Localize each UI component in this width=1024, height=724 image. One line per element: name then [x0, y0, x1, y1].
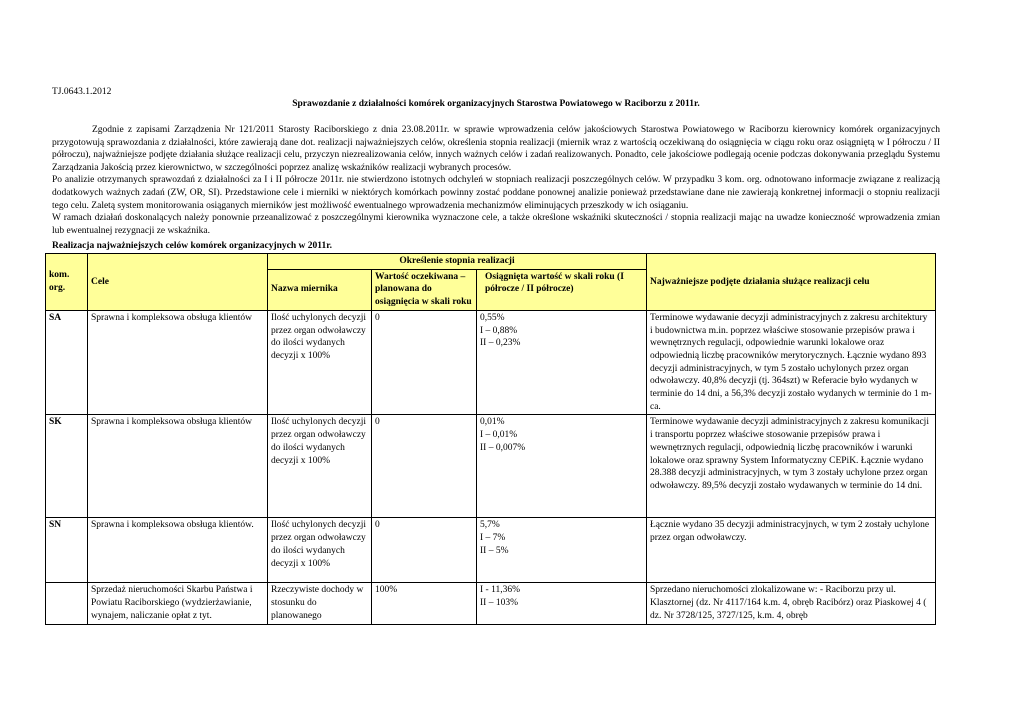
- osiagnieta-h1: I – 0,01%: [480, 430, 518, 441]
- header-cele: Cele: [88, 254, 268, 311]
- osiagnieta-h1: I – 7%: [480, 533, 506, 544]
- table-row: [46, 310, 936, 415]
- osiagnieta-total: 0,55%: [480, 312, 505, 323]
- miernik-cell: Ilość uchylonych decyzji przez organ odwoławczy do ilości wydanych decyzji x 100%: [268, 415, 372, 518]
- osiagnieta-h2: II – 5%: [480, 545, 509, 556]
- osiagnieta-h1: I – 0,88%: [480, 325, 518, 336]
- osiagnieta-cell: [477, 583, 647, 624]
- osiagnieta-cell: [477, 518, 647, 583]
- table-row: [46, 415, 936, 518]
- oczekiwana-cell: 0: [372, 518, 477, 583]
- osiagnieta-cell: [477, 415, 647, 518]
- header-miernik: Nazwa miernika: [268, 269, 372, 310]
- kom-org-cell: SK: [46, 415, 88, 518]
- dzialania-cell: Sprzedano nieruchomości zlokalizowane w: - Raciborzu przy ul. Klasztornej (dz. Nr 4117/164 k.m. 4, obręb Racibórz) oraz Piaskowej 4 ( dz. Nr 3728/125, 3727/125, k.m. 4, obręb: [647, 583, 936, 624]
- header-oczekiwana: Wartość oczekiwana – planowana do osiągnięcia w skali roku: [372, 269, 477, 310]
- kom-org-cell: [46, 583, 88, 624]
- dzialania-cell: Terminowe wydawanie decyzji administracyjnych z zakresu architektury i budownictwa m.in. poprzez właściwe stosowanie przepisów prawa i wewnętrznych regulacji, odpowiednie warunki lokalowe oraz odpowiednią liczbę pracowników merytorycznych. Łącznie wydano 893 decyzji administracyjnych, w tym 5 zostało uchylonych przez organ odwoławczy. 40,8% decyzji (tj. 364szt) w Referacie było wydanych w terminie do 14 dni, a 56,3% decyzji zostało wydanych w terminie do 1 m-ca.: [647, 310, 936, 415]
- cel-cell: Sprawna i kompleksowa obsługa klientów.: [88, 518, 268, 583]
- miernik-cell: Ilość uchylonych decyzji przez organ odwoławczy do ilości wydanych decyzji x 100%: [268, 518, 372, 583]
- oczekiwana-cell: 0: [372, 310, 477, 415]
- intro-text: [52, 124, 940, 237]
- cel-cell: Sprzedaż nieruchomości Skarbu Państwa i Powiatu Raciborskiego (wydzierżawianie, wynajem, naliczanie opłat z tyt.: [88, 583, 268, 624]
- intro-paragraph: W ramach działań doskonalących należy ponownie przeanalizować z poszczególnymi kierownika wyznaczone cele, a także określone wskaźniki skuteczności / stopnia realizacji mając na uwadze konieczność wprowadzenia zmian lub ewentualnej rezygnacji ze wskaźnika.: [52, 213, 940, 236]
- header-group: Określenie stopnia realizacji: [268, 254, 647, 270]
- goals-table: [45, 253, 936, 625]
- table-row: [46, 583, 936, 624]
- table-row: [46, 518, 936, 583]
- osiagnieta-cell: [477, 310, 647, 415]
- osiagnieta-h2: II – 103%: [480, 598, 518, 609]
- intro-paragraph: Po analizie otrzymanych sprawozdań z działalności za I i II półrocze 2011r. nie stwierdzono istotnych odchyleń w stopniach realizacji poszczególnych celów. W przypadku 3 kom. org. odnotowano informacje związane z realizacją dodatkowych ważnych zadań (ZW, OR, SI). Przedstawione cele i mierniki w niektórych komórkach powinny zostać poddane ponownej analizie ponieważ przedstawiane dane nie zawierają konkretnej informacji o stopniu realizacji tego celu. Zaletą system monitorowania osiąganych mierników jest możliwość ewentualnego wprowadzenia mechanizmów eliminujących przeszkody w ich osiąganiu.: [52, 175, 940, 211]
- cel-cell: Sprawna i kompleksowa obsługa klientów: [88, 310, 268, 415]
- oczekiwana-cell: 0: [372, 415, 477, 518]
- osiagnieta-h2: II – 0,007%: [480, 442, 526, 453]
- kom-org-cell: SN: [46, 518, 88, 583]
- document-title: Sprawozdanie z działalności komórek organizacyjnych Starostwa Powiatowego w Raciborzu z 2011r.: [292, 99, 700, 109]
- kom-org-cell: SA: [46, 310, 88, 415]
- miernik-cell: Ilość uchylonych decyzji przez organ odwoławczy do ilości wydanych decyzji x 100%: [268, 310, 372, 415]
- header-dzialania: Najważniejsze podjęte działania służące realizacji celu: [647, 254, 936, 311]
- dzialania-cell: Łącznie wydano 35 decyzji administracyjnych, w tym 2 zostały uchylone przez organ odwoławczy.: [647, 518, 936, 583]
- document-reference: TJ.0643.1.2012: [52, 87, 112, 97]
- dzialania-cell: Terminowe wydawanie decyzji administracyjnych z zakresu komunikacji i transportu poprzez właściwe stosowanie przepisów prawa i wewnętrznych regulacji, odpowiednią liczbę pracowników i warunki lokalowe oraz sprawny System Informatyczny CEPiK. Łącznie wydano 28.388 decyzji administracyjnych, w tym 3 zostały uchylone przez organ odwoławczy. 89,5% decyzji zostało wydawanych w terminie do 14 dni.: [647, 415, 936, 518]
- header-kom-org: kom. org.: [46, 254, 88, 311]
- osiagnieta-h2: II – 0,23%: [480, 338, 521, 349]
- header-osiagnieta: Osiągnięta wartość w skali roku (I półrocze / II półrocze): [477, 269, 647, 310]
- section-title: Realizacja najważniejszych celów komórek organizacyjnych w 2011r.: [52, 241, 332, 251]
- intro-paragraph: Zgodnie z zapisami Zarządzenia Nr 121/2011 Starosty Raciborskiego z dnia 23.08.2011r. w sprawie wprowadzenia celów jakościowych Starostwa Powiatowego w Raciborzu kierownicy komórek organizacyjnych przygotowują sprawozdania z działalności, które zawierają dane dot. realizacji najważniejszych celów, określenia stopnia realizacji (miernik wraz z wartością oczekiwaną do osiągnięcia w ciągu roku oraz osiągniętą w I półroczu / II półroczu), najważniejsze podjęte działania służące realizacji celu, przyczyn niezrealizowania celów, innych ważnych celów i zadań realizowanych. Ponadto, cele jakościowe podlegają ocenie podczas dokonywania przeglądu Systemu Zarządzania Jakością przez kierownictwo, w szczególności poprzez analizę wskaźników realizacji wybranych procesów.: [52, 125, 940, 173]
- osiagnieta-total: 0,01%: [480, 417, 505, 428]
- osiagnieta-h1: I - 11,36%: [480, 585, 521, 596]
- cel-cell: Sprawna i kompleksowa obsługa klientów: [88, 415, 268, 518]
- miernik-cell: Rzeczywiste dochody w stosunku do planowanego: [268, 583, 372, 624]
- oczekiwana-cell: 100%: [372, 583, 477, 624]
- osiagnieta-total: 5,7%: [480, 520, 500, 531]
